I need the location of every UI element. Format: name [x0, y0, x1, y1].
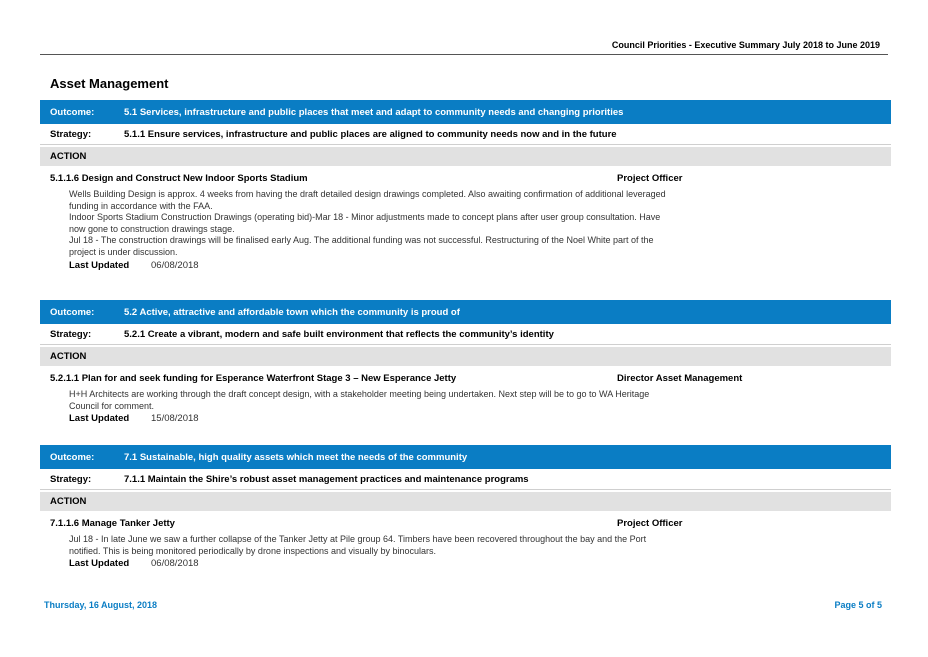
action-header: ACTION: [40, 347, 891, 366]
action-item-title: 7.1.1.6 Manage Tanker Jetty: [50, 518, 175, 529]
outcome-text: 5.2 Active, attractive and affordable town which the community is proud of: [124, 306, 460, 318]
description-line: Wells Building Design is approx. 4 weeks from having the draft detailed design drawings completed. Also awaiting confirmation of additional leveraged: [69, 189, 666, 199]
strategy-row: [40, 124, 891, 145]
strategy-text: 5.2.1 Create a vibrant, modern and safe built environment that reflects the community’s identity: [124, 328, 554, 340]
last-updated-row: [69, 260, 891, 274]
strategy-label: Strategy:: [50, 328, 92, 340]
description-line: funding in accordance with the FAA.: [69, 200, 213, 211]
strategy-text: 5.1.1 Ensure services, infrastructure and public places are aligned to community needs now and in the future: [124, 128, 617, 140]
last-updated-date: 06/08/2018: [151, 558, 199, 570]
action-item-title: 5.1.1.6 Design and Construct New Indoor Sports Stadium: [50, 173, 308, 184]
responsible-officer: Director Asset Management: [617, 373, 743, 384]
outcome-section-7-1: [40, 445, 891, 572]
footer-date: Thursday, 16 August, 2018: [44, 600, 158, 610]
outcome-label: Outcome:: [50, 106, 95, 118]
last-updated-row: [69, 413, 891, 427]
action-item-row: [40, 373, 891, 389]
strategy-label: Strategy:: [50, 473, 92, 485]
page-title: Asset Management: [50, 76, 169, 91]
last-updated-label: Last Updated: [69, 259, 130, 271]
action-description: [69, 189, 789, 259]
report-header-title: Council Priorities - Executive Summary July 2018 to June 2019: [611, 40, 880, 50]
description-line: Jul 18 - In late June we saw a further collapse of the Tanker Jetty at Pile group 64. Timbers have been recovered throughout the bay and the Port: [69, 534, 647, 544]
description-line: Council for comment.: [69, 400, 155, 411]
outcome-bar: [40, 445, 891, 469]
description-line: Indoor Sports Stadium Construction Drawings (operating bid)-Mar 18 - Minor adjustments made to concept plans after user group consultation. Have: [69, 212, 661, 223]
outcome-label: Outcome:: [50, 306, 95, 318]
outcome-section-5-2: [40, 300, 891, 427]
responsible-officer: Project Officer: [617, 173, 683, 184]
action-item-title: 5.2.1.1 Plan for and seek funding for Esperance Waterfront Stage 3 – New Esperance Jetty: [50, 373, 457, 384]
last-updated-label: Last Updated: [69, 413, 130, 425]
action-item-row: [40, 518, 891, 534]
outcome-bar: [40, 300, 891, 324]
action-header: ACTION: [40, 492, 891, 511]
outcome-bar: [40, 100, 891, 124]
outcome-text: 5.1 Services, infrastructure and public places that meet and adapt to community needs and changing priorities: [124, 106, 624, 118]
responsible-officer: Project Officer: [617, 518, 683, 529]
description-line: notified. This is being monitored periodically by drone inspections and visually by binoculars.: [69, 545, 437, 556]
description-line: now gone to construction drawings stage.: [69, 223, 235, 234]
outcome-section-5-1: [40, 100, 891, 274]
description-line: Jul 18 - The construction drawings will be finalised early Aug. The additional funding was not successful. Restructuring of the Noel White part of the: [69, 235, 654, 246]
strategy-text: 7.1.1 Maintain the Shire’s robust asset management practices and maintenance programs: [124, 473, 529, 485]
action-item-row: [40, 173, 891, 189]
action-description: [69, 534, 789, 557]
strategy-row: [40, 324, 891, 345]
description-line: project is under discussion.: [69, 246, 178, 257]
header-divider: [40, 54, 888, 55]
last-updated-row: [69, 558, 891, 572]
outcome-label: Outcome:: [50, 451, 95, 463]
action-description: [69, 389, 789, 412]
last-updated-date: 06/08/2018: [151, 259, 199, 271]
footer-page-number: Page 5 of 5: [834, 600, 882, 610]
action-header: ACTION: [40, 147, 891, 166]
description-line: H+H Architects are working through the draft concept design, with a stakeholder meeting being undertaken. Next step will be to go to WA Heritage: [69, 389, 650, 399]
last-updated-label: Last Updated: [69, 558, 130, 570]
outcome-text: 7.1 Sustainable, high quality assets which meet the needs of the community: [124, 451, 468, 463]
strategy-label: Strategy:: [50, 128, 92, 140]
strategy-row: [40, 469, 891, 490]
last-updated-date: 15/08/2018: [151, 413, 199, 425]
